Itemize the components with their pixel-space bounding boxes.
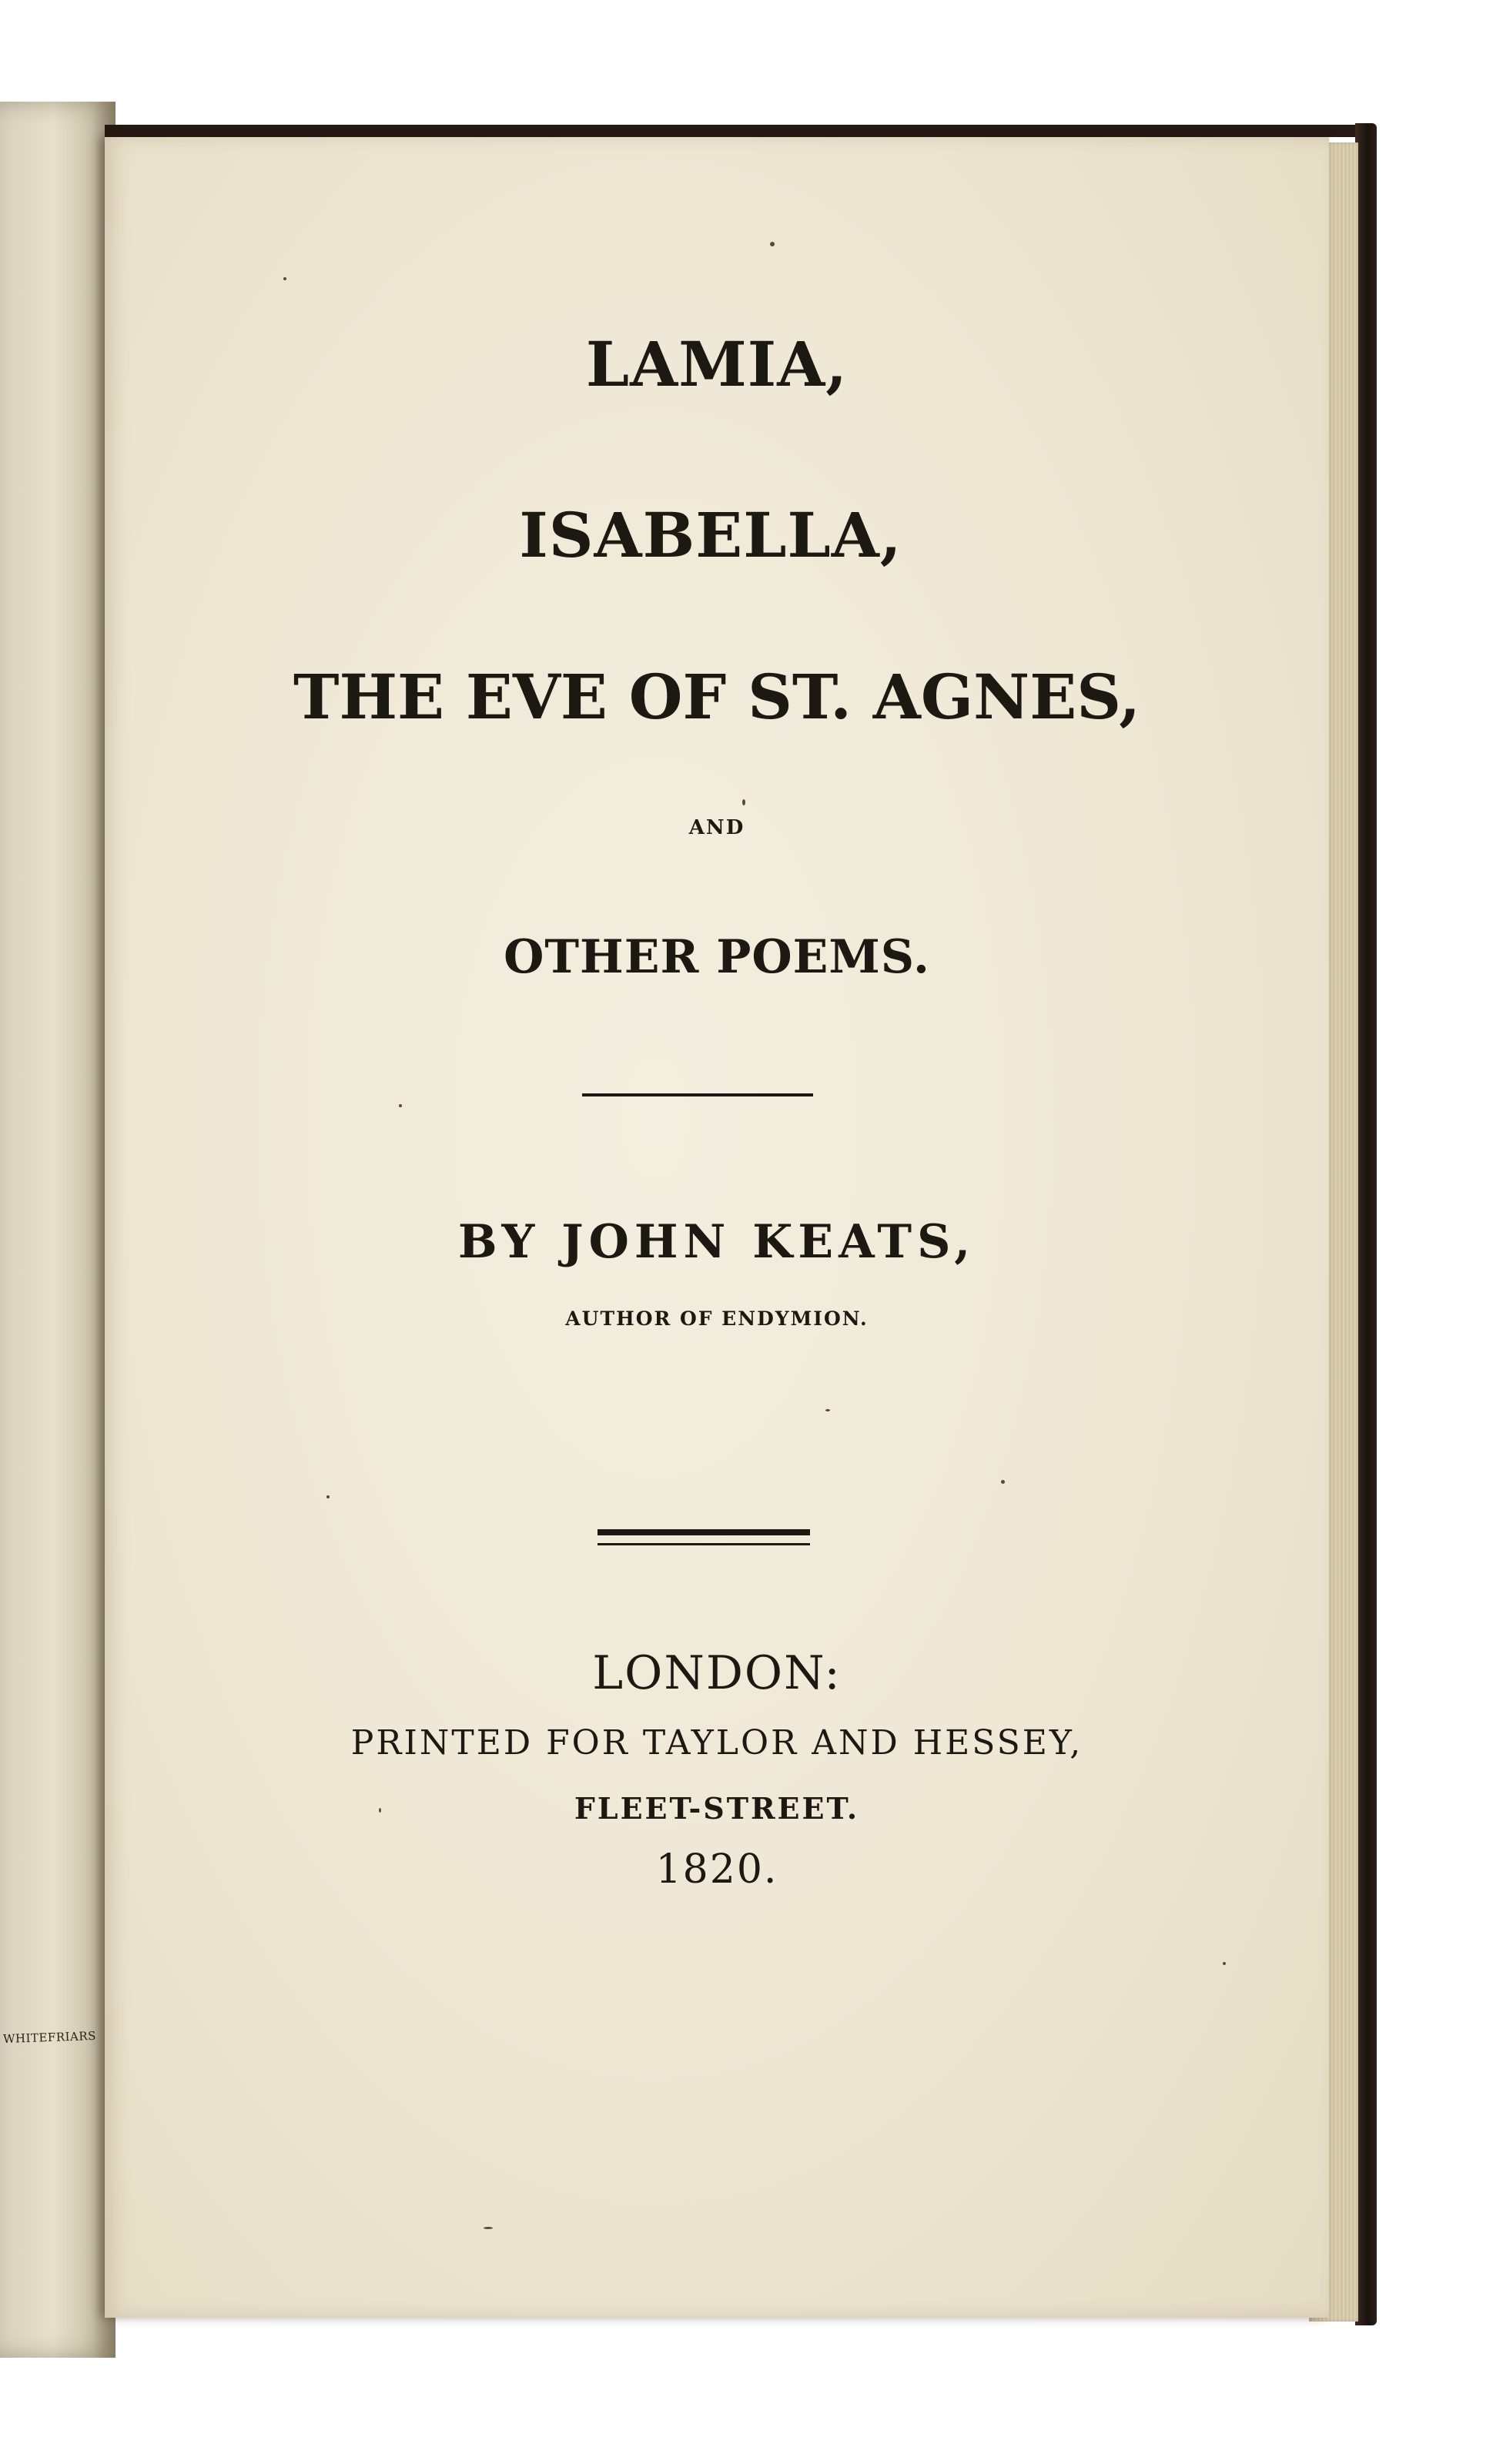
title-page xyxy=(105,137,1329,2318)
verso-imprint: WHITEFRIARS xyxy=(2,2028,97,2047)
foxing-speck xyxy=(1001,1480,1005,1484)
verso-page xyxy=(0,102,115,2358)
book-cover-board xyxy=(1355,123,1377,2325)
foxing-speck xyxy=(283,277,286,280)
foxing-speck xyxy=(742,799,745,805)
foxing-speck xyxy=(399,1104,402,1107)
foxing-speck xyxy=(484,2227,493,2229)
title-isabella: ISABELLA, xyxy=(519,499,902,571)
foxing-speck xyxy=(1223,1962,1226,1965)
byline: BY JOHN KEATS, xyxy=(457,1215,976,1269)
title-lamia: LAMIA, xyxy=(585,328,849,400)
foxing-speck xyxy=(825,1409,830,1411)
rule-double-thin xyxy=(598,1543,810,1545)
imprint-place: LONDON: xyxy=(592,1646,842,1700)
title-and: AND xyxy=(688,816,745,839)
rule-double-thick xyxy=(598,1529,810,1535)
author-note: AUTHOR OF ENDYMION. xyxy=(565,1307,869,1330)
imprint-year: 1820. xyxy=(655,1846,778,1893)
imprint-address: FLEET-STREET. xyxy=(574,1791,860,1826)
title-other-poems: OTHER POEMS. xyxy=(504,930,930,984)
title-eve-of-st-agnes: THE EVE OF ST. AGNES, xyxy=(293,661,1141,733)
foxing-speck xyxy=(770,242,775,246)
imprint-printer: PRINTED FOR TAYLOR AND HESSEY, xyxy=(350,1723,1083,1763)
foxing-speck xyxy=(379,1808,381,1813)
cover-top-edge xyxy=(105,125,1375,137)
rule-single xyxy=(582,1093,813,1096)
foxing-speck xyxy=(326,1495,330,1498)
